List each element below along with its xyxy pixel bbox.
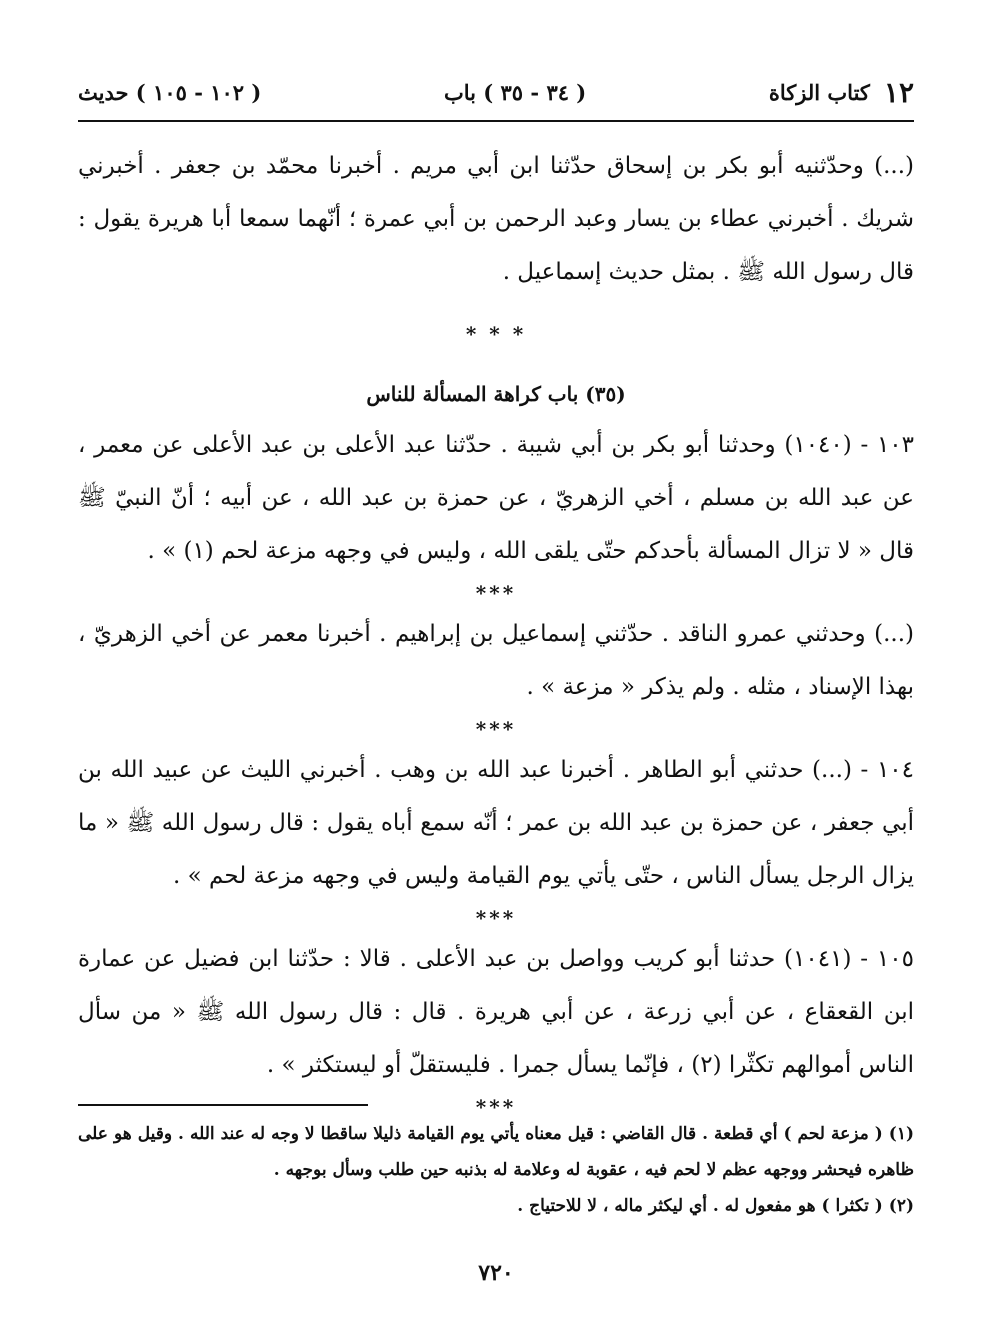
header-hadith-range: ( ١٠٢ - ١٠٥ ) حديث <box>78 79 262 105</box>
paragraph-continuation: (...) وحدّثنيه أبو بكر بن إسحاق حدّثنا ابن أبي مريم . أخبرنا محمّد بن جعفر . أخبرني شريك . أخبرني عطاء بن يسار وعبد الرحمن بن أبي عمرة ؛ أنّهما سمعا أبا هريرة يقول : قال رسول الله ﷺ . بمثل حديث إسماعيل . <box>78 153 914 285</box>
hadith-103: ١٠٣ - (١٠٤٠) وحدثنا أبو بكر بن أبي شيبة . حدّثنا عبد الأعلى بن عبد الأعلى عن معمر ، عن عبد الله بن مسلم ، أخي الزهريّ ، عن حمزة بن عبد الله ، عن أبيه ؛ أنّ النبيّ ﷺ قال « لا تزال المسألة بأحدكم حتّى يلقى الله ، وليس في وجهه مزعة لحم (١) » . <box>78 432 914 564</box>
hadith-104: ١٠٤ - (...) حدثني أبو الطاهر . أخبرنا عبد الله بن وهب . أخبرني الليث عن عبيد الله بن أبي جعفر ، عن حمزة بن عبد الله بن عمر ؛ أنّه سمع أباه يقول : قال رسول الله ﷺ « ما يزال الرجل يسأل الناس ، حتّى يأتي يوم القيامة وليس في وجهه مزعة لحم » . <box>78 757 914 889</box>
footnote-1: (١) ( مزعة لحم ) أي قطعة . قال القاضي : قيل معناه يأتي يوم القيامة ذليلا ساقطا لا وجه له عند الله . وقيل هو على ظاهره فيحشر ووجهه عظم لا لحم فيه ، عقوبة له وعلامة له بذنبه حين طلب وسأل بوجهه . <box>78 1124 914 1180</box>
running-header <box>78 70 914 114</box>
header-rule <box>78 120 914 122</box>
chapter-heading: (٣٥) باب كراهة المسألة للناس <box>366 382 626 406</box>
hadith-103-variant: (...) وحدثني عمرو الناقد . حدّثني إسماعيل بن إبراهيم . أخبرنا معمر عن أخي الزهريّ ، بهذا الإسناد ، مثله . ولم يذكر « مزعة » . <box>78 621 914 700</box>
header-chapter-range: ( ٣٤ - ٣٥ ) باب <box>443 79 587 105</box>
hadith-105: ١٠٥ - (١٠٤١) حدثنا أبو كريب وواصل بن عبد الأعلى . قالا : حدّثنا ابن فضيل عن عمارة ابن القعقاع ، عن أبي زرعة ، عن أبي هريرة . قال : قال رسول الله ﷺ « من سأل الناس أموالهم تكثّرا (٢) ، فإنّما يسأل جمرا . فليستقلّ أو ليستكثر » . <box>78 946 914 1078</box>
footnote-rule <box>78 1104 368 1106</box>
separator-stars: *** <box>475 906 517 930</box>
header-page-label: ١٢ <box>883 75 914 109</box>
separator-stars: *** <box>475 581 517 605</box>
header-book-title: كتاب الزكاة <box>768 79 870 105</box>
footnote-2: (٢) ( تكثرا ) هو مفعول له . أي ليكثر ماله ، لا للاحتياج . <box>517 1196 914 1216</box>
header-right <box>769 76 914 109</box>
page-number: ٧٢٠ <box>478 1260 514 1286</box>
separator-stars: *** <box>475 717 517 741</box>
main-text <box>78 140 914 1122</box>
document-page <box>78 60 914 1300</box>
separator-stars: *** <box>475 1095 517 1119</box>
footnotes <box>78 1116 914 1224</box>
separator-stars: * * * <box>465 322 527 346</box>
